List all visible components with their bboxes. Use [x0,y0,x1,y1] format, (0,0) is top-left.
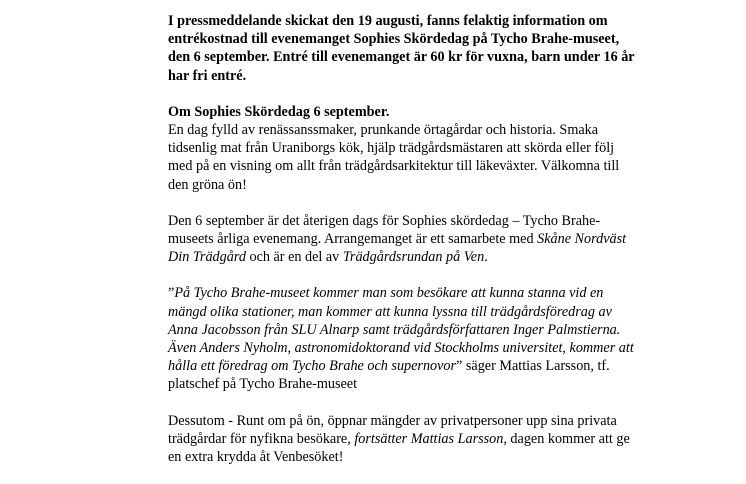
event-line: Den 6 september är det återigen dags för Sophies skördedag – Tycho Brahe- [168,212,601,229]
about-paragraph [168,103,728,194]
quote-line [168,284,728,302]
partner-name: Skåne Nordväst [537,231,627,248]
event-text: och är en del av [245,249,343,266]
more-text: , dagen kommer att ge [503,430,630,447]
quote-attribution-title: platschef på Tycho Brahe-museet [168,376,358,393]
partner-name-cont: Din Trädgård [168,249,246,266]
quote-line: Även Anders Nyholm, astronomidoktorand vid Stockholms universitet, kommer att [168,340,634,357]
event-series-name: Trädgårdsrundan på Ven [342,249,485,266]
event-line [168,230,728,248]
quote-paragraph [168,284,728,393]
correction-line: I pressmeddelande skickat den 19 augusti, fanns felaktig information om [168,13,608,29]
speaker-name: fortsätter Mattias Larsson [354,430,504,447]
more-line: en extra krydda åt Venbesöket! [168,449,344,466]
more-line: Dessutom - Runt om på ön, öppnar mängder av privatpersoner upp sina privata [168,412,617,429]
correction-paragraph [168,12,728,85]
quote-line: Anna Jacobsson från SLU Alnarp samt trädgårdsförfattaren Inger Palmstierna. [168,321,621,338]
correction-line: har fri entré. [168,67,247,84]
event-text: . [484,249,488,266]
more-line [168,430,728,448]
event-line [168,248,728,266]
event-text: museets årliga evenemang. Arrangemanget är ett samarbete med [168,231,538,248]
quote-open-mark: ” [168,285,175,302]
quote-text: hålla ett föredrag om Tycho Brahe och supernovor [168,358,457,375]
quote-attribution: ” säger Mattias Larsson, tf. [456,358,610,375]
about-line: den gröna ön! [168,176,247,193]
more-paragraph [168,412,728,467]
about-line: tidsenlig mat från Uraniborgs kök, hjälp trädgårdsmästaren att skörda eller följ [168,140,615,157]
about-line: med på en visning om allt från trädgårdsarkitektur till läkeväxter. Välkomna till [168,158,620,175]
press-release-body [168,12,728,484]
quote-line [168,357,728,375]
more-text: trädgårdar för nyfikna besökare, [168,430,355,447]
correction-line: entrékostnad till evenemanget Sophies Skördedag på Tycho Brahe-museet, [168,31,620,48]
quote-line: mängd olika stationer, man kommer att kunna lyssna till trädgårdsföredrag av [168,303,612,320]
event-paragraph [168,212,728,267]
quote-text: På Tycho Brahe-museet kommer man som besökare att kunna stanna vid en [174,285,604,302]
about-heading: Om Sophies Skördedag 6 september. [168,103,390,120]
correction-line: den 6 september. Entré till evenemanget är 60 kr för vuxna, barn under 16 år [168,49,635,66]
about-line: En dag fylld av renässanssmaker, prunkande örtagårdar och historia. Smaka [168,122,599,139]
